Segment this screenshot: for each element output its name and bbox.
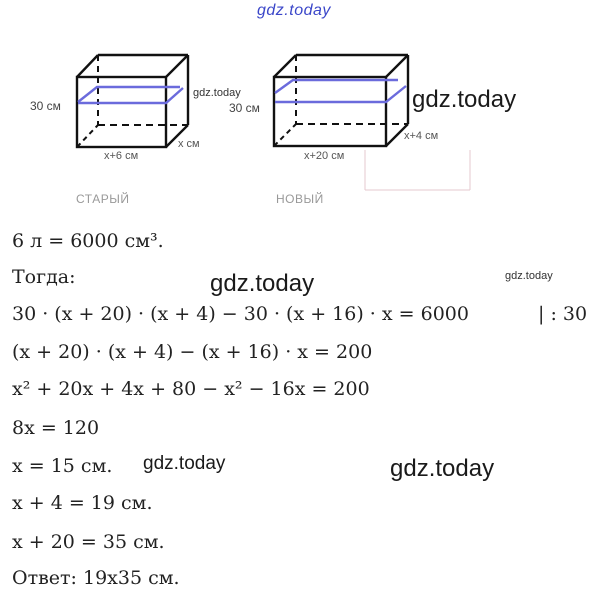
faint-guides <box>365 150 470 190</box>
watermark-small-right: gdz.today <box>505 270 553 282</box>
new-depth-label: x+4 см <box>404 130 439 142</box>
solution-line-5: x² + 20x + 4x + 80 − x² − 16x = 200 <box>12 378 370 400</box>
new-caption: НОВЫЙ <box>276 192 324 206</box>
watermark-big-bottom: gdz.today <box>390 455 495 482</box>
new-length-label: x+20 см <box>304 150 345 162</box>
solution-line-8: x + 4 = 19 см. <box>12 492 153 514</box>
new-height-label: 30 см <box>229 101 260 115</box>
old-height-label: 30 см <box>30 99 61 113</box>
old-length-label: x+6 см <box>104 150 139 162</box>
watermark-big-middle: gdz.today <box>210 270 315 297</box>
watermark-mid-left: gdz.today <box>143 453 226 474</box>
solution-line-7: x = 15 см. <box>12 455 113 477</box>
watermark-small-left: gdz.today <box>193 87 241 99</box>
old-water-line <box>78 87 183 103</box>
solution-line-3-divider: | : 30 <box>538 303 588 325</box>
solution-line-1: 6 л = 6000 см³. <box>12 230 164 252</box>
solution-line-10: Ответ: 19x35 см. <box>12 567 180 589</box>
solution-line-4: (x + 20) · (x + 4) − (x + 16) · x = 200 <box>12 341 373 363</box>
old-caption: СТАРЫЙ <box>76 192 130 206</box>
solution-line-2: Тогда: <box>12 266 76 288</box>
watermark-big-right: gdz.today <box>412 86 517 113</box>
old-box-drawing <box>77 55 188 147</box>
solution-line-9: x + 20 = 35 см. <box>12 531 165 553</box>
old-depth-label: x см <box>178 138 200 150</box>
watermark-top: gdz.today <box>257 2 331 19</box>
solution-line-6: 8x = 120 <box>12 417 100 439</box>
solution-line-3: 30 · (x + 20) · (x + 4) − 30 · (x + 16) · x = 6000 <box>12 303 469 325</box>
